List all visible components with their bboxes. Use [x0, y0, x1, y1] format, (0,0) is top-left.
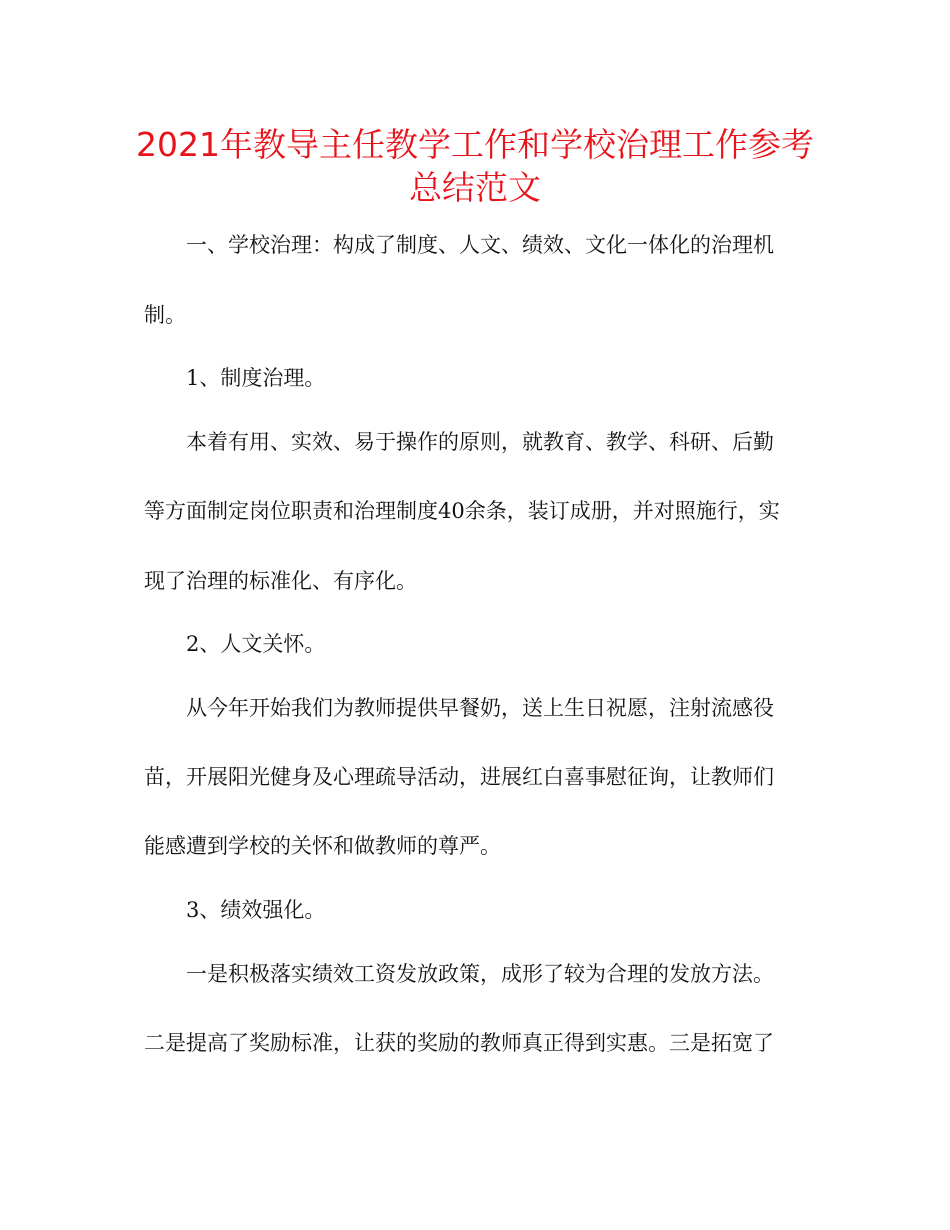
paragraph-2-line-1: 本着有用、实效、易于操作的原则，就教育、教学、科研、后勤 [186, 430, 774, 454]
document-title-line-2: 总结范文 [409, 168, 541, 207]
paragraph-3-line-3: 能感遭到学校的关怀和做教师的尊严。 [144, 834, 501, 858]
paragraph-4-line-2: 二是提高了奖励标准，让获的奖励的教师真正得到实惠。三是拓宽了 [144, 1031, 774, 1055]
paragraph-3-line-2: 苗，开展阳光健身及心理疏导活动，进展红白喜事慰征询，让教师们 [144, 765, 774, 789]
section-2-heading: 2、人文关怀。 [186, 632, 326, 656]
paragraph-2-line-3: 现了治理的标准化、有序化。 [144, 569, 417, 593]
section-3-heading: 3、绩效强化。 [186, 898, 326, 922]
paragraph-4-line-1: 一是积极落实绩效工资发放政策，成形了较为合理的发放方法。 [186, 962, 774, 986]
paragraph-1-line-1: 一、学校治理：构成了制度、人文、绩效、文化一体化的治理机 [186, 233, 774, 257]
paragraph-1-line-2: 制。 [144, 303, 186, 327]
document-title-line-1: 2021年教导主任教学工作和学校治理工作参考 [136, 125, 814, 164]
section-1-heading: 1、制度治理。 [186, 366, 326, 390]
paragraph-3-line-1: 从今年开始我们为教师提供早餐奶，送上生日祝愿，注射流感役 [186, 696, 774, 720]
paragraph-2-line-2: 等方面制定岗位职责和治理制度40余条，装订成册，并对照施行，实 [144, 499, 780, 523]
